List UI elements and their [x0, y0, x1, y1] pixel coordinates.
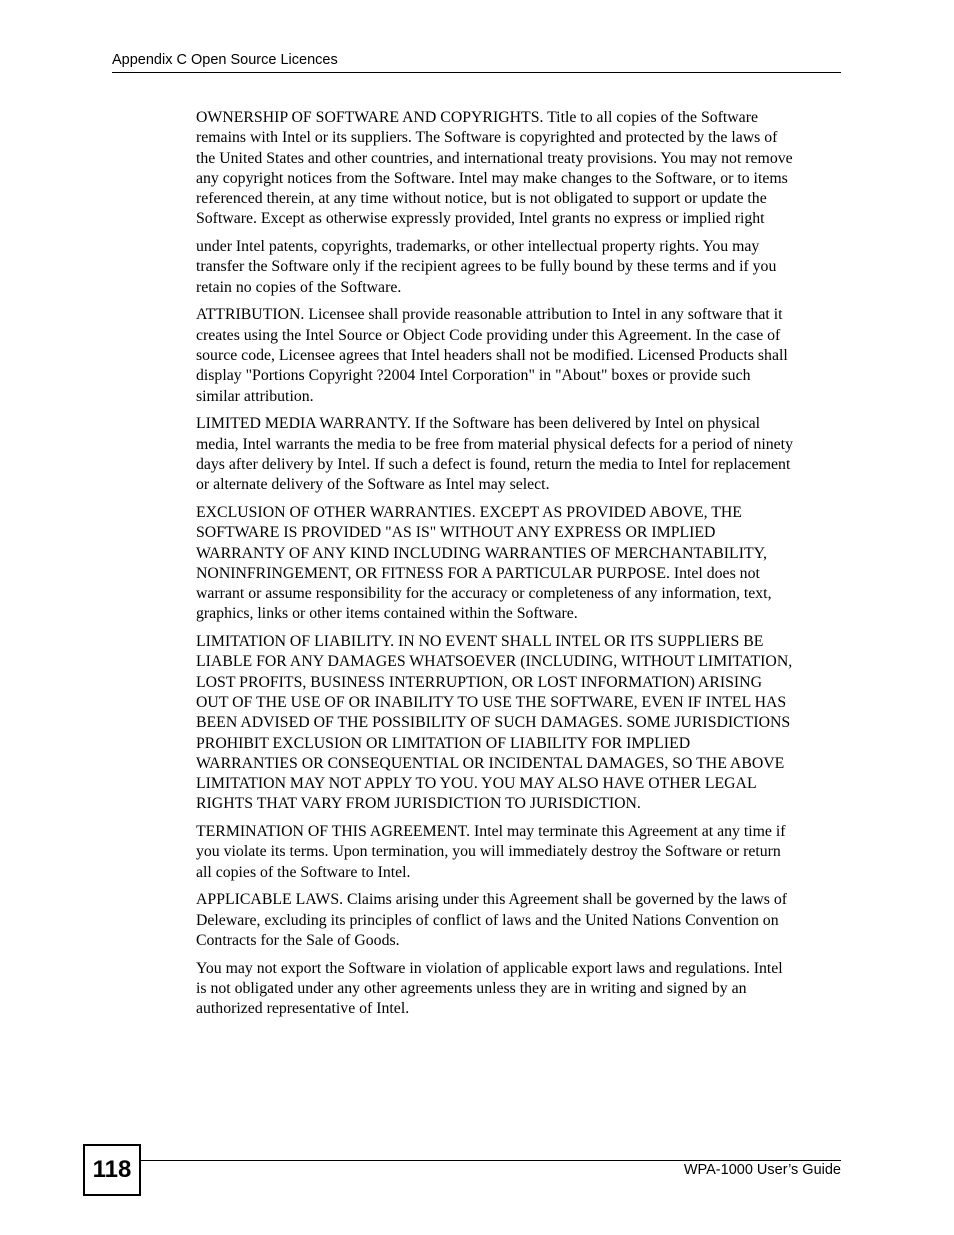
- paragraph-exclusion-of-warranties: EXCLUSION OF OTHER WARRANTIES. EXCEPT AS PROVIDED ABOVE, THE SOFTWARE IS PROVIDED "AS IS" WITHOUT ANY EXPRESS OR IMPLIED WARRANTY OF ANY KIND INCLUDING WARRANTIES OF MERCHANTABILITY, NONINFRINGEMENT, OR FITNESS FOR A PARTICULAR PURPOSE. Intel does not warrant or assume responsibility for the accuracy or completeness of any information, text, graphics, links or other items contained within the Software.: [196, 503, 772, 623]
- paragraph-ownership-continued: under Intel patents, copyrights, trademarks, or other intellectual property rights. You may transfer the Software only if the recipient agrees to be fully bound by these terms and if you retain no copies of the Software.: [196, 238, 777, 296]
- paragraph-applicable-laws: APPLICABLE LAWS. Claims arising under this Agreement shall be governed by the laws of Deleware, excluding its principles of conflict of laws and the United Nations Convention on Contracts for the Sale of Goods.: [196, 891, 788, 950]
- header-title: Appendix C Open Source Licences: [112, 52, 338, 68]
- page-number: 118: [83, 1144, 141, 1196]
- paragraph-export: You may not export the Software in violation of applicable export laws and regulations. Intel is not obligated under any other agreements unless they are in writing and signed by an authorized representative of Intel.: [196, 959, 783, 1018]
- paragraph-ownership: OWNERSHIP OF SOFTWARE AND COPYRIGHTS. Title to all copies of the Software remains with Intel or its suppliers. The Software is copyrighted and protected by the laws of the United States and other countries, and international treaty provisions. You may not remove any copyright notices from the Software. Intel may make changes to the Software, or to items referenced therein, at any time without notice, but is not obligated to support or update the Software. Except as otherwise expressly provided, Intel grants no express or implied right: [196, 109, 793, 228]
- document-body: [196, 108, 844, 1027]
- paragraph-limited-media-warranty: LIMITED MEDIA WARRANTY. If the Software has been delivered by Intel on physical media, Intel warrants the media to be free from material physical defects for a period of ninety days after delivery by Intel. If such a defect is found, return the media to Intel for replacement or alternate delivery of the Software as Intel may select.: [196, 415, 793, 494]
- footer-guide-title: WPA-1000 User’s Guide: [683, 1162, 841, 1178]
- paragraph-termination: TERMINATION OF THIS AGREEMENT. Intel may terminate this Agreement at any time if you violate its terms. Upon termination, you will immediately destroy the Software or return all copies of the Software to Intel.: [196, 823, 786, 881]
- paragraph-limitation-of-liability: LIMITATION OF LIABILITY. IN NO EVENT SHALL INTEL OR ITS SUPPLIERS BE LIABLE FOR ANY DAMAGES WHATSOEVER (INCLUDING, WITHOUT LIMITATION, LOST PROFITS, BUSINESS INTERRUPTION, OR LOST INFORMATION) ARISING OUT OF THE USE OF OR INABILITY TO USE THE SOFTWARE, EVEN IF INTEL HAS BEEN ADVISED OF THE POSSIBILITY OF SUCH DAMAGES. SOME JURISDICTIONS PROHIBIT EXCLUSION OR LIMITATION OF LIABILITY FOR IMPLIED WARRANTIES OR CONSEQUENTIAL OR INCIDENTAL DAMAGES, SO THE ABOVE LIMITATION MAY NOT APPLY TO YOU. YOU MAY ALSO HAVE OTHER LEGAL RIGHTS THAT VARY FROM JURISDICTION TO JURISDICTION.: [196, 633, 793, 813]
- paragraph-attribution: ATTRIBUTION. Licensee shall provide reasonable attribution to Intel in any software that it creates using the Intel Source or Object Code providing under this Agreement. In the case of source code, Licensee agrees that Intel headers shall not be modified. Licensed Products shall display "Portions Copyright ?2004 Intel Corporation" in "About" boxes or provide such similar attribution.: [196, 306, 788, 405]
- page-header: [112, 52, 841, 73]
- footer-rule: [140, 1160, 841, 1161]
